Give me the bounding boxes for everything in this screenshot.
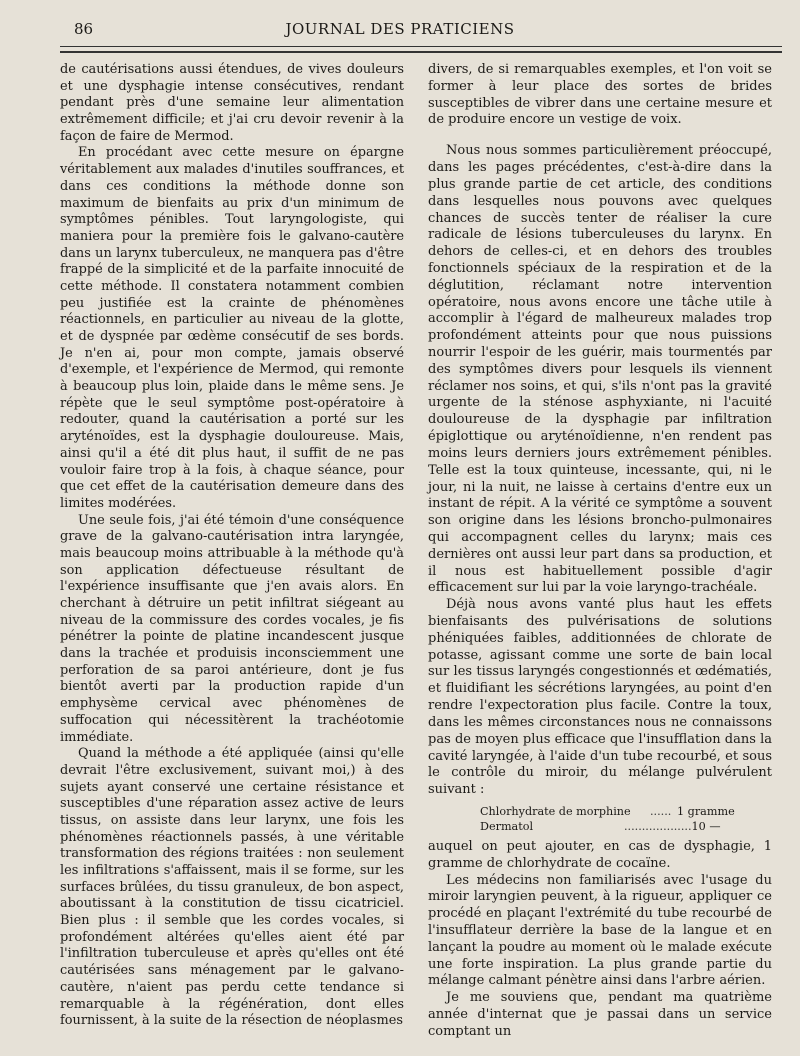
formula-quantity: 10 — — [691, 819, 721, 833]
paragraph: Déjà nous avons vanté plus haut les effets bienfaisants des pulvérisations de solutions phéniquées faibles, additionnées de chlorate de potasse, agissant comme une sorte de bain local sur les tissus laryngés congestionnés et œdématiés, et fluidifiant les sécrétions laryngées, au point d'en rendre l'expectoration plus facile. Contre la toux, dans les mêmes circonstances nous ne connaissons pas de moyen plus efficace que l'insufflation dans la cavité laryngée, à l'aide d'un tube recourbé, et sous le contrôle du miroir, du mélange pulvérulent suivant : — [428, 597, 772, 798]
formula-ingredient: Chlorhydrate de morphine — [480, 804, 631, 818]
formula-row — [428, 804, 772, 819]
page-header — [0, 20, 800, 46]
left-column — [60, 62, 404, 1030]
paragraph: Quand la méthode a été appliquée (ainsi qu'elle devrait l'être exclusivement, suivant moi,) à des sujets ayant conservé une certaine résistance et susceptibles d'une réparation assez active de leurs tissus, on assiste dans leur larynx, une fois les phénomènes réactionnels passés, à une véritable transformation des régions traitées : non seulement les infiltrations s'affaissent, mais il se forme, sur les surfaces brûlées, du tissu granuleux, de bon aspect, aboutissant à la constitution de tissu cicatriciel. Bien plus : il semble que les cordes vocales, si profondément altérées qu'elles aient été par l'infiltration tuberculeuse et après qu'elles ont été cautérisées sans ménagement par le galvano-cautère, n'aient pas perdu cette tendance si remarquable à la régénération, dont elles fournissent, à la suite de la résection de néoplasmes — [60, 746, 404, 1029]
paragraph: divers, de si remarquables exemples, et l'on voit se former à leur place des sortes de brides susceptibles de vibrer dans une certaine mesure et de produire encore un vestige de voix. — [428, 62, 772, 128]
formula-leader: ................... — [623, 819, 692, 833]
formula-quantity: 1 gramme — [677, 804, 735, 818]
paragraph: Nous nous sommes particulièrement préoccupé, dans les pages précédentes, c'est-à-dire dans la plus grande partie de cet article, des conditions dans lesquelles nous pouvons avec quelques chances de succès tenter de réaliser la cure radicale de lésions tuberculeuses du larynx. En dehors de celles-ci, et en dehors des troubles fonctionnels spéciaux de la respiration et de la déglutition, réclamant notre intervention opératoire, nous avons encore une tâche utile à accomplir à l'égard de malheureux malades trop profondément atteints pour que nous puissions nourrir l'espoir de les guérir, mais tourmentés par des symptômes divers pour lesquels ils viennent réclamer nos soins, et qui, s'ils n'ont pas la gravité urgente de la sténose asphyxiante, ni l'acuité douloureuse de la dysphagie par infiltration épiglottique ou aryténoïdienne, n'en rendent pas moins leurs derniers jours extrêmement pénibles. Telle est la toux quinteuse, incessante, qui, ni le jour, ni la nuit, ne laisse à certains d'entre eux un instant de répit. A la vérité ce symptôme a souvent son origine dans les lésions broncho-pulmonaires qui accompagnent celles du larynx; mais ces dernières ont aussi leur part dans sa production, et il nous est habituellement possible d'agir efficacement sur lui par la voie laryngo-trachéale. — [428, 143, 772, 596]
paragraph: Une seule fois, j'ai été témoin d'une conséquence grave de la galvano-cautérisation intra laryngée, mais beaucoup moins attribuable à la méthode qu'à son application défectueuse résultant de l'expérience insuffisante que j'en avais alors. En cherchant à détruire un petit infiltrat siégeant au niveau de la commissure des cordes vocales, je fis pénétrer la pointe de platine incandescent jusque dans la trachée et produisis inconsciemment une perforation de sa paroi antérieure, dont je fus bientôt averti par la production rapide d'un emphysème cervical avec phénomènes de suffocation qui nécessitèrent la trachéotomie immédiate. — [60, 512, 404, 745]
paragraph: En procédant avec cette mesure on épargne véritablement aux malades d'inutiles souffrances, et dans ces conditions la méthode donne son maximum de bienfaits au prix d'un minimum de symptômes pénibles. Tout laryngologiste, qui maniera pour la première fois le galvano-cautère dans un larynx tuberculeux, ne manquera pas d'être frappé de la simplicité et de la parfaite innocuité de cette méthode. Il constatera notamment combien peu justifiée est la crainte de phénomènes réactionnels, en particulier au niveau de la glotte, et de dyspnée par œdème consécutif de ses bords. Je n'en ai, pour mon compte, jamais observé d'exemple, et l'expérience de Mermod, qui remonte à beaucoup plus loin, plaide dans le même sens. Je répète que le seul symptôme post-opératoire à redouter, quand la cautérisation a porté sur les aryténoïdes, est la dysphagie douloureuse. Mais, ainsi qu'il a été dit plus haut, il suffit de ne pas vouloir faire trop à la fois, à chaque séance, pour que cet effet de la cautérisation demeure dans des limites modérées. — [60, 145, 404, 511]
formula-ingredient: Dermatol — [480, 819, 534, 833]
paragraph: Je me souviens que, pendant ma quatrième année d'internat que je passai dans un service comptant un — [428, 990, 772, 1039]
prescription-formula — [428, 804, 772, 834]
right-column — [428, 62, 772, 1041]
page-number: 86 — [74, 20, 94, 38]
formula-row — [428, 819, 772, 834]
header-rule — [60, 46, 782, 47]
paragraph: auquel on peut ajouter, en cas de dysphagie, 1 gramme de chlorhydrate de cocaïne. — [428, 838, 772, 871]
header-rule-double — [60, 51, 782, 53]
journal-title: JOURNAL DES PRATICIENS — [285, 20, 515, 38]
paragraph: de cautérisations aussi étendues, de vives douleurs et une dysphagie intense consécutives, rendant pendant près d'une semaine leur alimentation extrêmement difficile; et j'ai cru devoir revenir à la façon de faire de Mermod. — [60, 62, 404, 144]
formula-leader: ...... — [650, 804, 672, 818]
paragraph: Les médecins non familiarisés avec l'usage du miroir laryngien peuvent, à la rigueur, appliquer ce procédé en plaçant l'extrémité du tube recourbé de l'insufflateur derrière la base de la langue et en lançant la poudre au moment où le malade exécute une forte inspiration. La plus grande partie du mélange calmant pénètre ainsi dans l'arbre aérien. — [428, 872, 772, 989]
